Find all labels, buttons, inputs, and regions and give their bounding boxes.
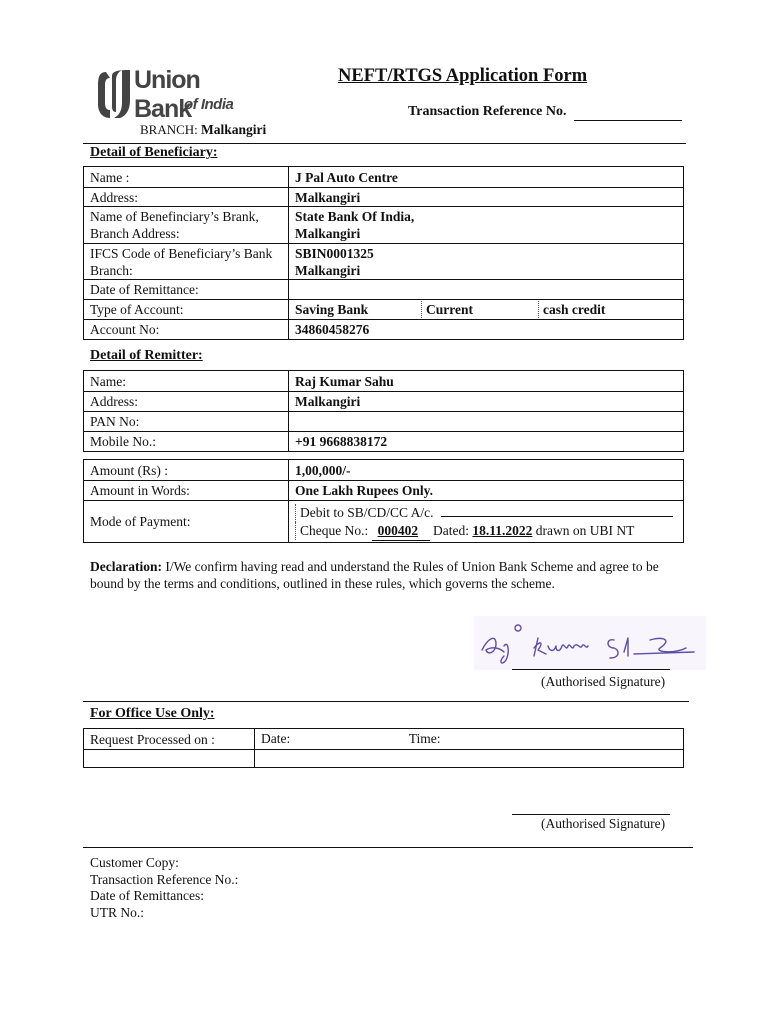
declaration-paragraph [90, 558, 690, 592]
union-bank-logo-icon [96, 66, 132, 122]
beneficiary-ifsc-label-line2: Branch: [90, 262, 133, 278]
processed-on-label: Request Processed on : [84, 729, 255, 750]
account-type-cash-credit[interactable]: cash credit [543, 302, 606, 317]
remitter-address-label: Address: [84, 392, 289, 412]
office-signature-line [512, 814, 670, 815]
dated-label: Dated: [433, 522, 469, 538]
beneficiary-ifsc-value[interactable] [289, 244, 684, 280]
remitter-table [83, 370, 684, 452]
office-authorised-signature-label: (Authorised Signature) [541, 816, 666, 831]
debit-line [295, 504, 683, 522]
account-type-label: Type of Account: [84, 300, 289, 320]
remitter-name-value[interactable]: Raj Kumar Sahu [289, 371, 684, 392]
transaction-ref-field[interactable] [574, 120, 682, 121]
office-time-label: Time: [408, 731, 441, 746]
office-empty-cell-1[interactable] [84, 750, 255, 768]
remitter-signature-image [474, 616, 706, 670]
beneficiary-bank-label-line2: Branch Address: [90, 226, 180, 241]
cheque-number[interactable]: 000402 [372, 522, 430, 541]
account-type-current[interactable]: Current [422, 301, 539, 318]
account-type-options [289, 300, 684, 320]
remittance-date-label: Date of Remittance: [84, 280, 289, 300]
beneficiary-name-value[interactable]: J Pal Auto Centre [289, 167, 684, 188]
beneficiary-bank-value[interactable] [289, 207, 684, 244]
customer-copy-divider [83, 847, 693, 848]
beneficiary-bank-value-line2: Malkangiri [295, 226, 361, 241]
debit-label: Debit to SB/CD/CC A/c. [300, 504, 434, 520]
beneficiary-bank-label-line1: Name of Benefinciary’s Brank, [90, 209, 259, 224]
amount-words-value[interactable]: One Lakh Rupees Only. [289, 481, 684, 501]
processed-on-fields [255, 729, 684, 750]
office-date-label: Date: [261, 731, 291, 746]
customer-copy-title: Customer Copy: [90, 855, 179, 870]
payment-mode-label: Mode of Payment: [84, 501, 289, 543]
beneficiary-address-label: Address: [84, 188, 289, 207]
beneficiary-name-label: Name : [84, 167, 289, 188]
remitter-address-value[interactable]: Malkangiri [289, 392, 684, 412]
account-number-label: Account No: [84, 320, 289, 340]
customer-copy-remittance-date: Date of Remittances: [90, 888, 204, 903]
branch-line [140, 122, 266, 138]
cheque-date[interactable]: 18.11.2022 [472, 522, 533, 538]
account-type-saving-bank[interactable]: Saving Bank [295, 301, 422, 318]
remitter-name-label: Name: [84, 371, 289, 392]
remitter-heading: Detail of Remitter: [90, 348, 203, 363]
drawn-on-text: drawn on UBI NT [535, 522, 635, 538]
remitter-pan-label: PAN No: [84, 412, 289, 432]
beneficiary-address-value[interactable]: Malkangiri [289, 188, 684, 207]
amount-label: Amount (Rs) : [84, 460, 289, 481]
branch-label: BRANCH: [140, 122, 198, 137]
remitter-pan-value[interactable] [289, 412, 684, 432]
beneficiary-heading: Detail of Beneficiary: [90, 145, 218, 160]
bank-subname: of India [184, 96, 234, 113]
authorised-signature-label: (Authorised Signature) [541, 674, 666, 689]
debit-account-field[interactable] [441, 504, 673, 517]
amount-value[interactable]: 1,00,000/- [289, 460, 684, 481]
beneficiary-ifsc-label [84, 244, 289, 280]
customer-copy-section [90, 855, 238, 921]
office-empty-cell-2[interactable] [255, 750, 684, 768]
office-use-heading: For Office Use Only: [90, 706, 215, 721]
office-use-table [83, 728, 684, 768]
beneficiary-table [83, 166, 684, 340]
payment-mode-details [289, 501, 684, 543]
declaration-label: Declaration: [90, 559, 162, 574]
beneficiary-ifsc-value-line2: Malkangiri [295, 262, 361, 278]
remittance-date-value[interactable] [289, 280, 684, 300]
beneficiary-bank-value-line1: State Bank Of India, [295, 209, 415, 224]
header-divider [83, 143, 686, 144]
office-divider [83, 701, 689, 702]
payment-table [83, 459, 684, 543]
handwritten-signature-icon [474, 616, 706, 670]
remitter-mobile-label: Mobile No.: [84, 432, 289, 452]
signature-line [512, 669, 670, 670]
customer-copy-utr: UTR No.: [90, 904, 144, 920]
beneficiary-ifsc-value-line1: SBIN0001325 [295, 245, 374, 261]
cheque-line [295, 522, 683, 540]
form-title: NEFT/RTGS Application Form [338, 66, 588, 86]
union-bank-logo [96, 66, 246, 122]
customer-copy-transaction-ref: Transaction Reference No.: [90, 871, 239, 887]
cheque-label: Cheque No.: [300, 522, 369, 538]
amount-words-label: Amount in Words: [84, 481, 289, 501]
bank-name: Union Bank [134, 66, 200, 123]
transaction-ref-label: Transaction Reference No. [408, 104, 567, 119]
beneficiary-bank-label [84, 207, 289, 244]
remitter-mobile-value[interactable]: +91 9668838172 [289, 432, 684, 452]
account-number-value[interactable]: 34860458276 [289, 320, 684, 340]
beneficiary-ifsc-label-line1: IFCS Code of Beneficiary’s Bank [90, 245, 273, 261]
declaration-text: I/We confirm having read and understand the Rules of Union Bank Scheme and agree to be bound by the terms and conditions, outlined in these rules, which governs the scheme. [90, 559, 659, 591]
branch-value: Malkangiri [201, 122, 267, 137]
